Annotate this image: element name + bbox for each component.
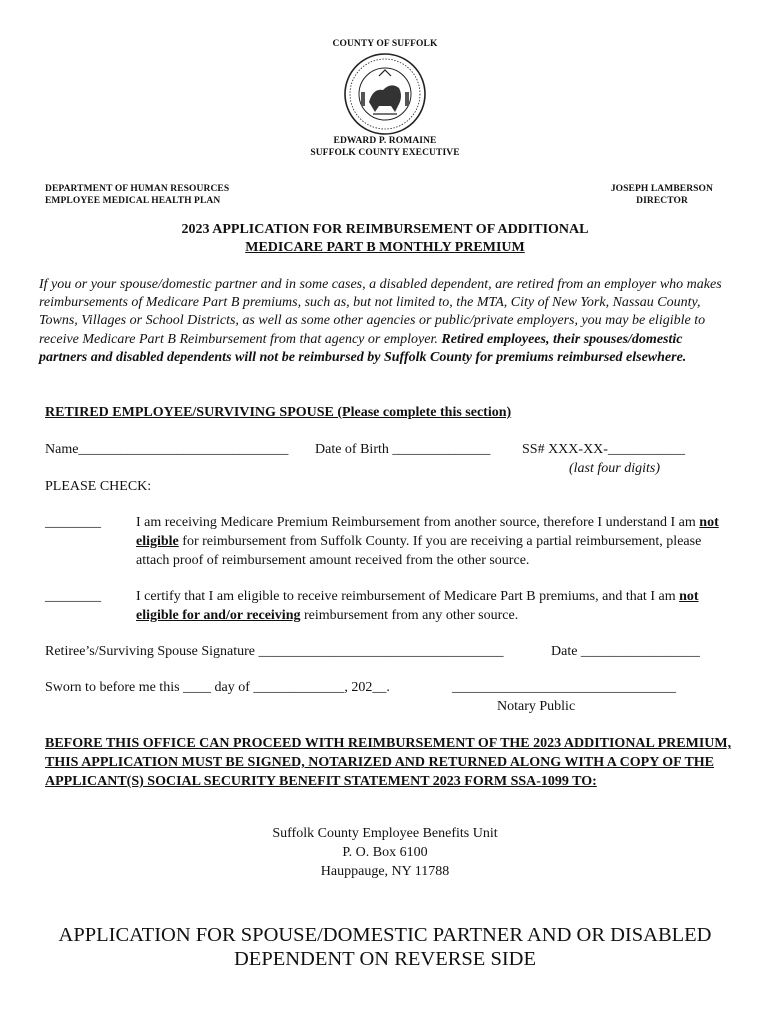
option2-text-a: I certify that I am eligible to receive reimbursement of Medicare Part B premiums, and that I am bbox=[136, 589, 680, 604]
option1-checkbox[interactable]: ________ bbox=[45, 515, 101, 530]
name-field[interactable]: Name______________________________ bbox=[45, 442, 289, 457]
intro-paragraph bbox=[39, 276, 729, 367]
director-name: JOSEPH LAMBERSON bbox=[610, 184, 713, 194]
dept-line2: EMPLOYEE MEDICAL HEALTH PLAN bbox=[45, 196, 221, 206]
notary-signature-line[interactable]: ________________________________ bbox=[452, 680, 676, 695]
option1-text-b: for reimbursement from Suffolk County. If you are receiving a partial reimbursement, please attach proof of reimbursement amount received from the other source. bbox=[136, 534, 702, 568]
dept-line1: DEPARTMENT OF HUMAN RESOURCES bbox=[45, 184, 230, 194]
option2-bold: not eligible for and/or receiving bbox=[136, 589, 699, 623]
address-line3: Hauppauge, NY 11788 bbox=[320, 864, 450, 879]
option1-eligible: eligible bbox=[136, 534, 179, 549]
intro-text: If you or your spouse/domestic partner and in some cases, a disabled dependent, are retired from an employer who makes reimbursements of Medicare Part B premiums, such as, but not limited to, the MTA, City of New York, Nassau County, Towns, Villages or School Districts, as well as some other agencies or public/private employers, you may be eligible to receive Medicare Part B Reimbursement from that agency or employer. bbox=[39, 277, 722, 347]
option1-text bbox=[136, 513, 726, 570]
form-title-line1: 2023 APPLICATION FOR REIMBURSEMENT OF ADDITIONAL bbox=[181, 222, 589, 237]
county-seal-icon bbox=[343, 52, 427, 136]
executive-name: EDWARD P. ROMAINE bbox=[333, 136, 437, 146]
signature-date-field[interactable]: Date _________________ bbox=[551, 644, 700, 659]
notary-public-label: Notary Public bbox=[497, 699, 576, 714]
date-of-birth-field[interactable]: Date of Birth ______________ bbox=[315, 442, 491, 457]
reverse-side-note-line1: APPLICATION FOR SPOUSE/DOMESTIC PARTNER AND OR DISABLED bbox=[58, 924, 712, 946]
address-line2: P. O. Box 6100 bbox=[342, 845, 428, 860]
section-heading: RETIRED EMPLOYEE/SURVIVING SPOUSE (Please complete this section) bbox=[45, 405, 512, 420]
option1-text-a: I am receiving Medicare Premium Reimbursement from another source, therefore I understand I am bbox=[136, 515, 700, 530]
submission-notice: BEFORE THIS OFFICE CAN PROCEED WITH REIMBURSEMENT OF THE 2023 ADDITIONAL PREMIUM, THIS APPLICATION MUST BE SIGNED, NOTARIZED AND RETURNED ALONG WITH A COPY OF THE APPLICANT(S) SOCIAL SECURITY BENEFIT STATEMENT 2023 FORM SSA-1099 TO: bbox=[45, 736, 732, 789]
option1-not: not bbox=[699, 515, 719, 530]
reverse-side-note-line2: DEPENDENT ON REVERSE SIDE bbox=[234, 948, 536, 970]
address-line1: Suffolk County Employee Benefits Unit bbox=[272, 826, 498, 841]
option2-text bbox=[136, 587, 726, 625]
form-title-line2: MEDICARE PART B MONTHLY PREMIUM bbox=[245, 240, 525, 255]
please-check-label: PLEASE CHECK: bbox=[45, 479, 152, 494]
signature-field[interactable]: Retiree’s/Surviving Spouse Signature ___________________________________ bbox=[45, 644, 504, 659]
option2-text-b: reimbursement from any other source. bbox=[300, 608, 519, 623]
sworn-field[interactable]: Sworn to before me this ____ day of _____________, 202__. bbox=[45, 680, 390, 695]
director-title: DIRECTOR bbox=[636, 196, 688, 206]
option2-checkbox[interactable]: ________ bbox=[45, 589, 101, 604]
intro-bold-text: Retired employees, their spouses/domestic partners and disabled dependents will not be reimbursed by Suffolk County for premiums reimbursed elsewhere. bbox=[39, 331, 687, 365]
ss-hint: (last four digits) bbox=[569, 461, 661, 476]
executive-title: SUFFOLK COUNTY EXECUTIVE bbox=[310, 148, 460, 158]
ss-last-four-field[interactable]: SS# XXX-XX-___________ bbox=[522, 442, 685, 457]
county-name: COUNTY OF SUFFOLK bbox=[332, 39, 438, 49]
